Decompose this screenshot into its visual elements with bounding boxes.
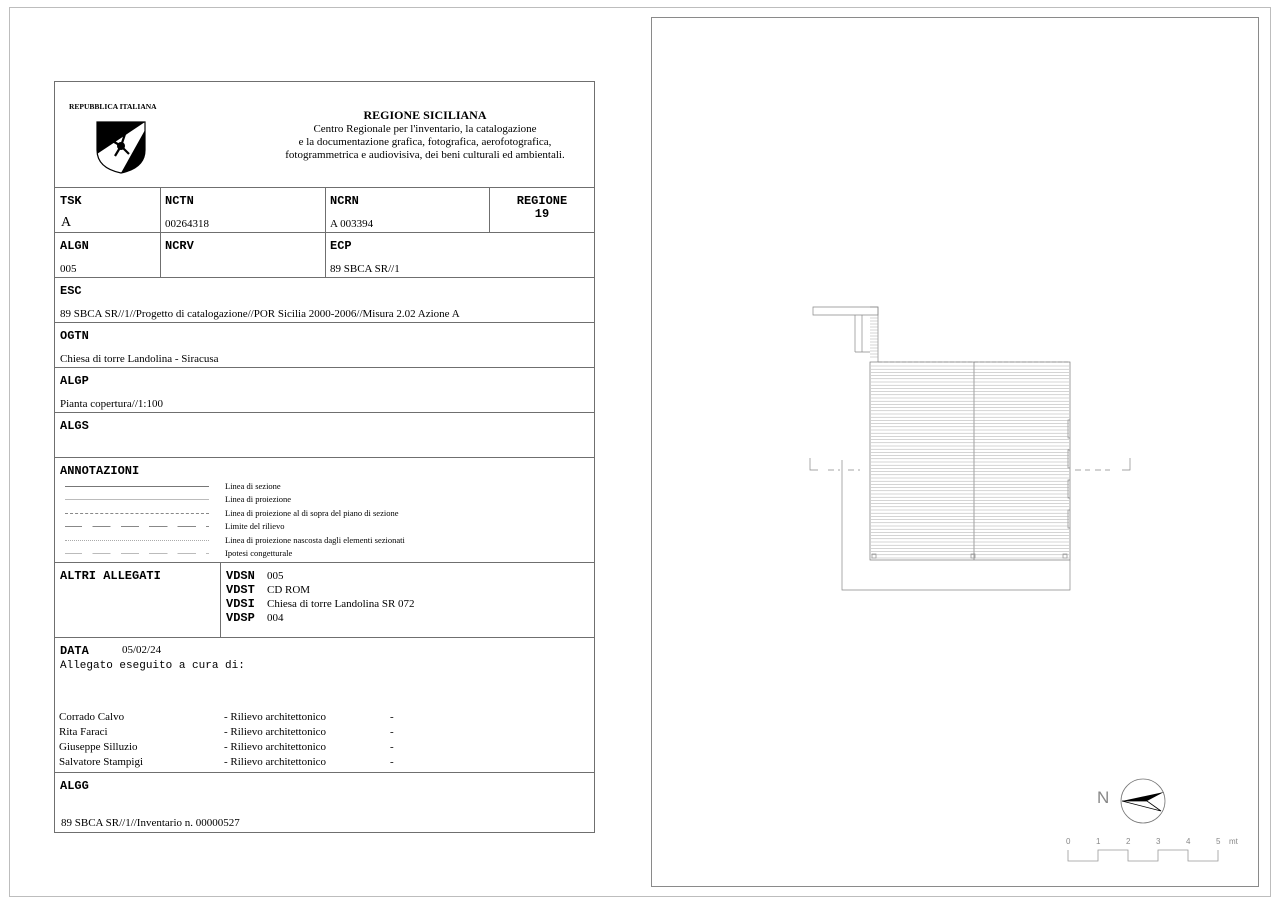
person-extra: - (390, 756, 394, 768)
field-algp: ALGP Pianta copertura//1:100 (55, 367, 594, 413)
scale-bar-graphic (1066, 848, 1222, 864)
catalog-card (54, 81, 595, 833)
scale-tick-label: 2 (1126, 837, 1131, 846)
org-line-2: e la documentazione grafica, fotografica, aerofotografica, (298, 136, 552, 148)
person-name: Corrado Calvo (59, 711, 125, 723)
legend-line-proiezione (65, 499, 209, 500)
scale-tick-label: 0 (1066, 837, 1071, 846)
legend-item: Limite del rilievo (225, 521, 285, 531)
field-nctn: NCTN 00264318 (160, 188, 326, 233)
scale-tick-label: 3 (1156, 837, 1161, 846)
person-name: Salvatore Stampigi (59, 756, 144, 768)
person-role: - Rilievo architettonico (224, 756, 327, 768)
vdsi-value: Chiesa di torre Landolina SR 072 (267, 598, 415, 610)
field-ogtn: OGTN Chiesa di torre Landolina - Siracusa (55, 322, 594, 368)
scale-tick-label: 1 (1096, 837, 1101, 846)
sicily-emblem (95, 120, 147, 174)
row-algn (55, 232, 594, 278)
field-algg: ALGG 89 SBCA SR//1//Inventario n. 00000527 (55, 772, 594, 834)
data-section (55, 637, 594, 773)
legend-item: Linea di sezione (225, 481, 281, 491)
legend-line-nascosta (65, 540, 209, 541)
field-regione: REGIONE 19 (489, 188, 594, 233)
field-ncrn: NCRN A 003394 (325, 188, 489, 233)
legend-line-ipotesi (65, 553, 209, 554)
legend-item: Linea di proiezione al di sopra del piano di sezione (225, 508, 399, 518)
person-role: - Rilievo architettonico (224, 726, 327, 738)
person-extra: - (390, 741, 394, 753)
legend-line-sopra (65, 513, 209, 514)
legend-item: Linea di proiezione nascosta dagli elementi sezionati (225, 535, 405, 545)
annotazioni-section (55, 457, 594, 563)
vdst-value: CD ROM (267, 584, 311, 596)
person-name: Giuseppe Silluzio (59, 741, 138, 753)
field-ncrv: NCRV (160, 233, 326, 278)
data-value: 05/02/24 (122, 644, 162, 656)
issuing-office (250, 109, 600, 162)
vdsp-value: 004 (267, 612, 284, 624)
altri-allegati-section (55, 562, 594, 638)
republic-label: REPUBBLICA ITALIANA (69, 102, 157, 111)
scale-tick-label: 4 (1186, 837, 1191, 846)
curated-by: Allegato eseguito a cura di: (60, 660, 245, 672)
legend-item: Linea di proiezione (225, 494, 292, 504)
field-esc: ESC 89 SBCA SR//1//Progetto di catalogazione//POR Sicilia 2000-2006//Misura 2.02 Azione A (55, 277, 594, 323)
north-label: N (1097, 788, 1110, 807)
row-identifiers (55, 187, 594, 233)
legend-line-limite (65, 526, 209, 527)
field-algs: ALGS (55, 412, 594, 458)
altri-allegati-label: ALTRI ALLEGATI (60, 569, 161, 583)
org-line-3: fotogrammetrica e audiovisiva, dei beni culturali ed ambientali. (285, 149, 565, 161)
roof-plan-drawing (800, 300, 1140, 600)
field-algn: ALGN 005 (60, 239, 89, 275)
person-role: - Rilievo architettonico (224, 711, 327, 723)
vdst-code: VDST (226, 583, 255, 597)
vdsn-code: VDSN (226, 569, 255, 583)
vdsi-code: VDSI (226, 597, 255, 611)
person-extra: - (390, 711, 394, 723)
person-extra: - (390, 726, 394, 738)
org-line-1: Centro Regionale per l'inventario, la catalogazione (313, 123, 537, 135)
annotazioni-label: ANNOTAZIONI (60, 464, 140, 478)
field-ecp: ECP 89 SBCA SR//1 (325, 233, 594, 278)
vdsn-value: 005 (267, 570, 284, 582)
person-role: - Rilievo architettonico (224, 741, 327, 753)
scale-tick-label: 5 (1216, 837, 1221, 846)
compass-icon (1119, 778, 1169, 826)
field-tsk: TSK A (60, 194, 82, 230)
person-name: Rita Faraci (59, 726, 108, 738)
data-label: DATA (60, 644, 89, 658)
legend-item: Ipotesi congetturale (225, 548, 293, 558)
scale-unit: mt (1229, 837, 1238, 846)
legend-line-sezione (65, 486, 209, 487)
region-title: REGIONE SICILIANA (363, 108, 487, 122)
vdsp-code: VDSP (226, 611, 255, 625)
